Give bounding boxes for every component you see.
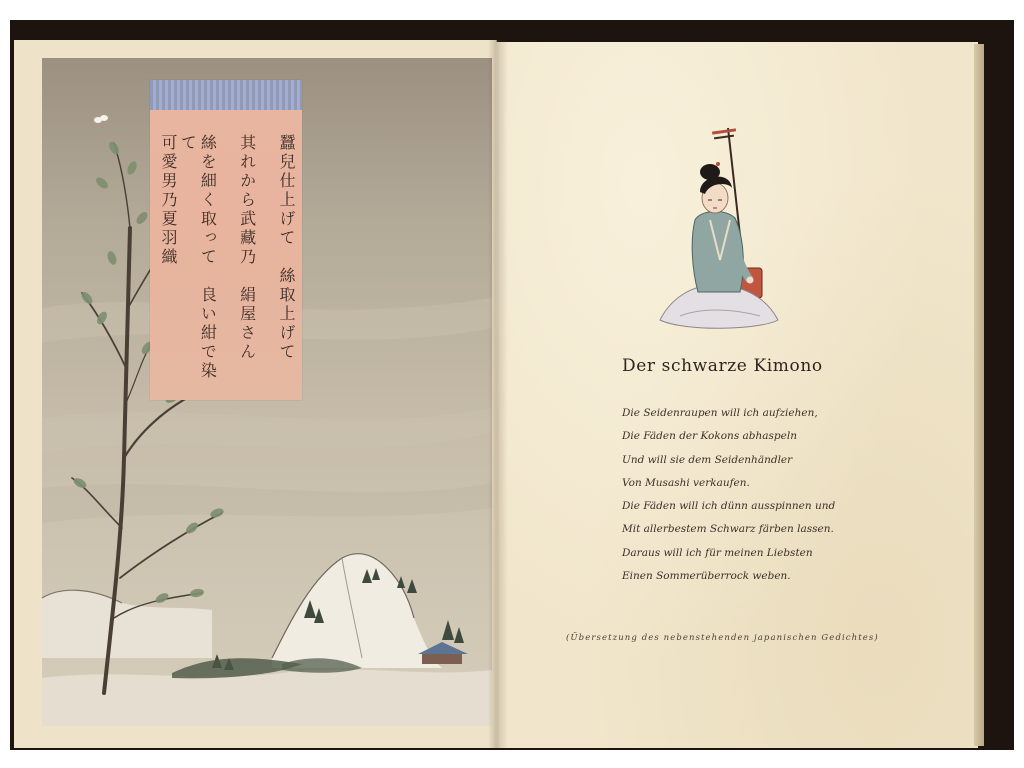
poem-columns <box>156 134 296 396</box>
poem-verse <box>622 402 942 588</box>
verse-line: Daraus will ich für meinen Liebsten <box>622 546 813 559</box>
verse-line: Einen Sommerüberrock weben. <box>622 570 791 583</box>
poem-column: 蠶兒仕上げて 絲取上げて <box>276 134 296 362</box>
book-spine <box>488 40 508 748</box>
poem-column: 絲を細く取って 良い紺で染て <box>178 134 218 381</box>
page-edge <box>974 44 984 746</box>
poem-column: 可愛男乃夏羽織 <box>159 134 178 267</box>
verse-line: Mit allerbestem Schwarz färben lassen. <box>622 523 834 536</box>
poem-title: Der schwarze Kimono <box>622 356 823 376</box>
poem-card <box>150 80 302 400</box>
verse-line: Die Fäden der Kokons abhaspeln <box>622 430 797 443</box>
verse-line: Die Fäden will ich dünn ausspinnen und <box>622 500 836 513</box>
verse-line: Und will sie dem Seidenhändler <box>622 453 793 466</box>
poem-column: 其れから武藏乃 絹屋さん <box>237 134 257 362</box>
verse-line: Von Musashi verkaufen. <box>622 476 750 489</box>
shamisen-player-icon <box>650 120 790 340</box>
translation-note: (Übersetzung des nebenstehenden japanischen Gedichtes) <box>566 633 879 643</box>
verse-line: Die Seidenraupen will ich aufziehen, <box>622 407 818 419</box>
poem-card-band <box>150 80 302 110</box>
